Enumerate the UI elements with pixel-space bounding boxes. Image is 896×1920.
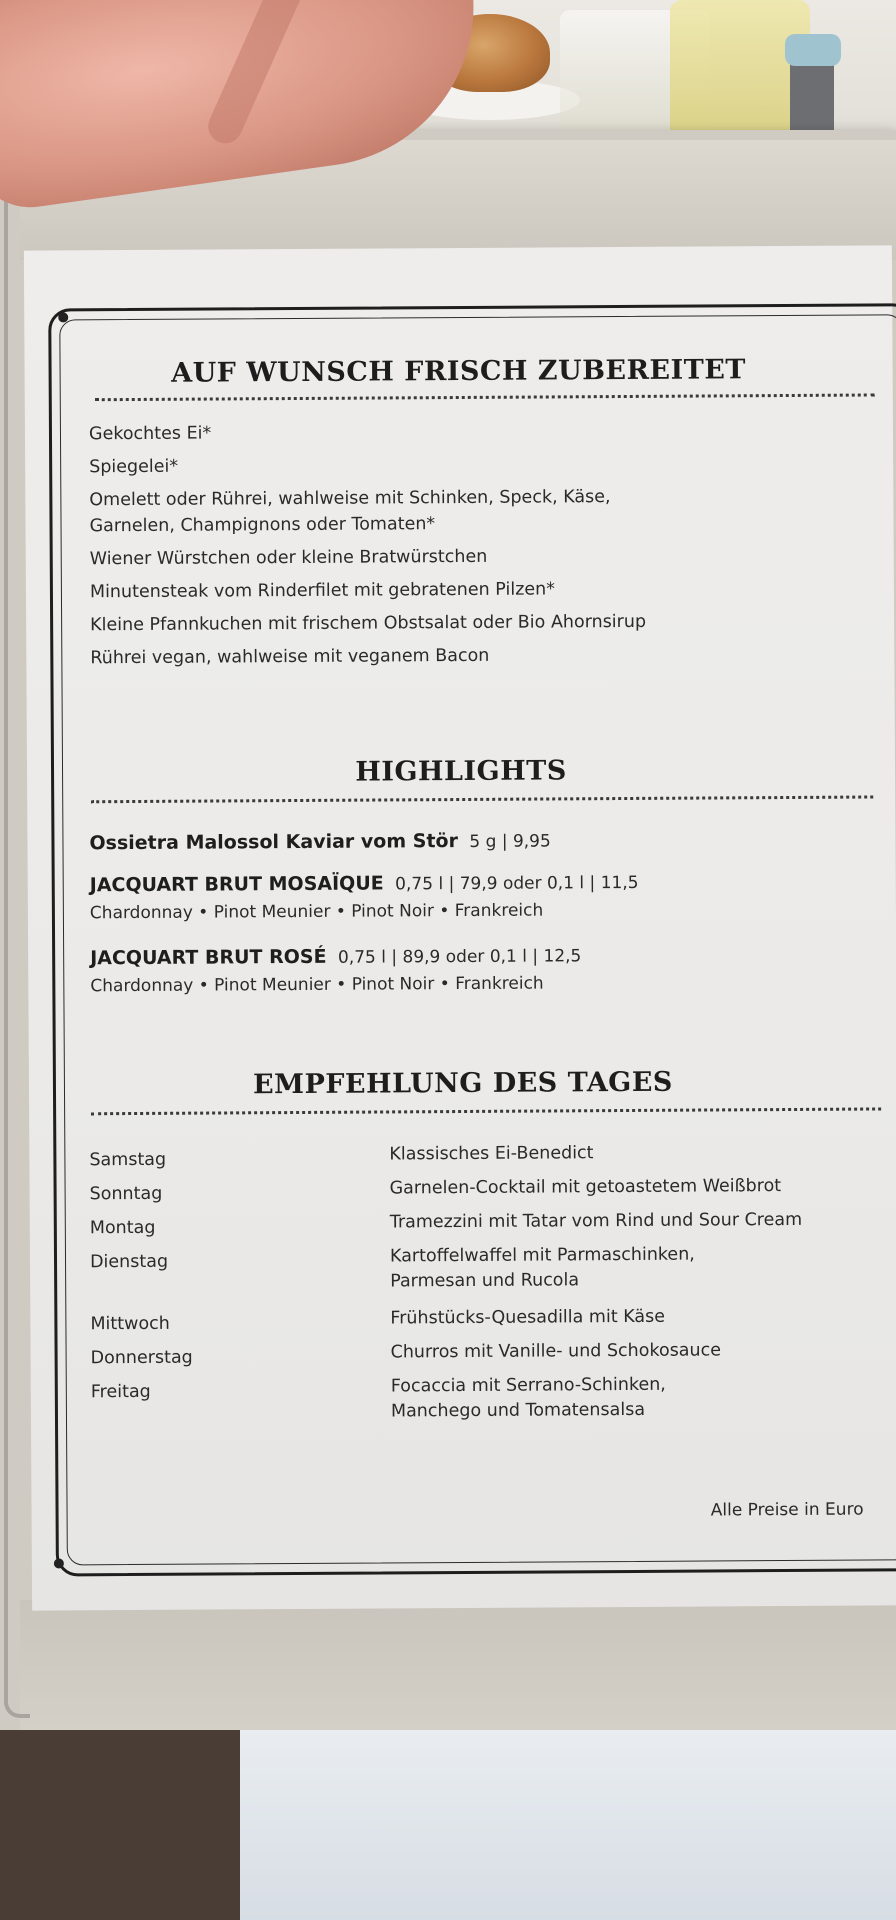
- weekday: Montag: [89, 1217, 156, 1239]
- menu-item: Spiegelei*: [89, 456, 179, 478]
- highlight-grapes: [90, 969, 850, 1000]
- highlight-price: 5 g | 9,95: [469, 831, 551, 852]
- highlight-name: JACQUART BRUT MOSAÏQUE: [89, 872, 384, 897]
- highlight-subline: Chardonnay • Pinot Meunier • Pinot Noir • Frankreich: [90, 973, 544, 997]
- price-note: Alle Preise in Euro: [710, 1499, 864, 1521]
- highlight-subline: Chardonnay • Pinot Meunier • Pinot Noir • Frankreich: [89, 900, 544, 924]
- juice-glass: [670, 0, 810, 140]
- weekday: Mittwoch: [90, 1313, 170, 1335]
- daily-dish: Churros mit Vanille- und Schokosauce: [390, 1340, 722, 1363]
- daily-dish: Tramezzini mit Tatar vom Rind und Sour Cream: [389, 1209, 803, 1233]
- highlight-price: 0,75 l | 89,9 oder 0,1 l | 12,5: [337, 946, 582, 968]
- highlight-item: [90, 868, 850, 900]
- highlight-grapes: [90, 896, 850, 927]
- menu-item: Wiener Würstchen oder kleine Bratwürstchen: [89, 546, 488, 570]
- menu-item-continued: Garnelen, Champignons oder Tomaten*: [89, 514, 436, 537]
- weekday: Sonntag: [89, 1183, 163, 1205]
- highlight-price: 0,75 l | 79,9 oder 0,1 l | 11,5: [395, 872, 639, 895]
- highlight-item: [89, 826, 849, 858]
- menu-folder-bottom-edge: [20, 1600, 896, 1730]
- section-title-daily: EMPFEHLUNG DES TAGES: [252, 1066, 673, 1101]
- daily-dish: Garnelen-Cocktail mit getoastetem Weißbrot: [389, 1176, 782, 1199]
- highlight-name: JACQUART BRUT ROSÉ: [90, 945, 327, 970]
- daily-dish: Frühstücks-Quesadilla mit Käse: [390, 1306, 666, 1329]
- daily-dish-continued: Parmesan und Rucola: [390, 1270, 580, 1292]
- section-title-fresh: AUF WUNSCH FRISCH ZUBEREITET: [171, 354, 747, 389]
- menu-item: Kleine Pfannkuchen mit frischem Obstsalat oder Bio Ahornsirup: [90, 611, 647, 636]
- daily-dish: Klassisches Ei-Benedict: [389, 1143, 594, 1165]
- highlight-name: Ossietra Malossol Kaviar vom Stör: [89, 830, 458, 855]
- weekday: Samstag: [89, 1149, 167, 1171]
- corner-dot: [54, 1558, 64, 1568]
- menu-page: [24, 245, 896, 1610]
- bottle: [790, 60, 834, 140]
- section-title-highlights: HIGHLIGHTS: [355, 755, 567, 788]
- weekday: Dienstag: [89, 1251, 169, 1273]
- tablecloth: [240, 1730, 896, 1920]
- floor-shadow: [0, 1730, 260, 1920]
- menu-item: Minutensteak vom Rinderfilet mit gebratenen Pilzen*: [89, 579, 556, 603]
- corner-dot: [58, 312, 68, 322]
- daily-dish: Focaccia mit Serrano-Schinken,: [390, 1374, 666, 1397]
- daily-dish-continued: Manchego und Tomatensalsa: [390, 1399, 646, 1422]
- menu-item: Rührei vegan, wahlweise mit veganem Bacon: [90, 645, 490, 669]
- menu-item: Gekochtes Ei*: [88, 423, 212, 445]
- bottle-cap: [785, 34, 841, 66]
- weekday: Freitag: [90, 1381, 151, 1403]
- weekday: Donnerstag: [90, 1347, 193, 1369]
- menu-item: Omelett oder Rührei, wahlweise mit Schinken, Speck, Käse,: [89, 487, 611, 511]
- daily-dish: Kartoffelwaffel mit Parmaschinken,: [389, 1244, 695, 1267]
- highlight-item: [90, 941, 850, 973]
